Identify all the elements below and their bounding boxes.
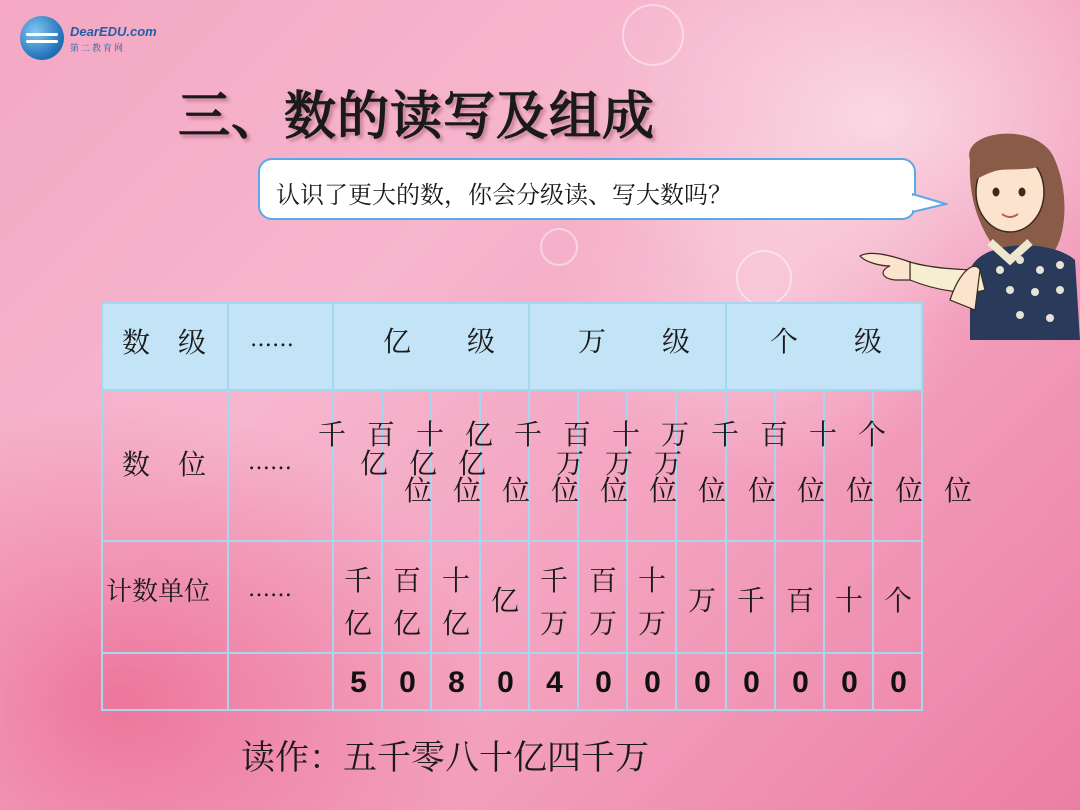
place-bottom-char: 位 xyxy=(404,474,433,507)
ellipsis-unit: …… xyxy=(248,577,292,602)
place-mid-char: 亿 xyxy=(409,447,438,480)
speech-bubble xyxy=(258,158,916,220)
unit-char: 亿 xyxy=(442,607,471,640)
digit-cell: 8 xyxy=(448,666,465,699)
place-mid-char: 亿 xyxy=(458,447,487,480)
ellipsis-place: …… xyxy=(248,450,292,475)
reading-text: 读作：五千零八十亿四千万 xyxy=(241,738,649,778)
level-wan: 万 级 xyxy=(578,325,691,358)
unit-char: 十 xyxy=(835,584,864,617)
bokeh-circle xyxy=(622,4,684,66)
place-bottom-char: 位 xyxy=(846,474,875,507)
place-top-char: 万 xyxy=(661,418,690,451)
unit-char: 亿 xyxy=(393,607,422,640)
row-label-level: 数 级 xyxy=(122,326,207,359)
logo-subtitle: 第二教育网 xyxy=(70,43,126,53)
place-bottom-char: 位 xyxy=(453,474,482,507)
place-bottom-char: 位 xyxy=(698,474,727,507)
digit-cell: 0 xyxy=(841,666,858,699)
unit-char: 个 xyxy=(884,584,913,617)
place-bottom-char: 位 xyxy=(944,474,973,507)
digit-cell: 0 xyxy=(743,666,760,699)
unit-char: 亿 xyxy=(491,584,520,617)
place-mid-char: 亿 xyxy=(360,447,389,480)
digit-cell: 0 xyxy=(792,666,809,699)
unit-char: 千 xyxy=(344,564,373,597)
place-bottom-char: 位 xyxy=(551,474,580,507)
digit-cell: 0 xyxy=(497,666,514,699)
level-ge: 个 级 xyxy=(770,325,883,358)
place-top-char: 百 xyxy=(367,418,396,451)
logo-globe-icon xyxy=(20,16,64,60)
digit-cell: 4 xyxy=(546,666,563,699)
bokeh-circle xyxy=(540,228,578,266)
logo-brand: DearEDU.com xyxy=(70,24,157,39)
place-bottom-char: 位 xyxy=(649,474,678,507)
place-top-char: 千 xyxy=(318,418,347,451)
slide-title: 三、数的读写及组成 xyxy=(178,86,656,147)
unit-char: 万 xyxy=(688,584,717,617)
digit-cell: 5 xyxy=(350,666,367,699)
unit-char: 千 xyxy=(540,564,569,597)
unit-char: 十 xyxy=(638,564,667,597)
place-bottom-char: 位 xyxy=(895,474,924,507)
place-top-char: 十 xyxy=(612,418,641,451)
unit-char: 十 xyxy=(442,564,471,597)
unit-char: 千 xyxy=(737,584,766,617)
place-mid-char: 万 xyxy=(556,447,585,480)
unit-char: 百 xyxy=(589,564,618,597)
logo xyxy=(20,16,170,60)
unit-char: 亿 xyxy=(344,607,373,640)
ellipsis-level: …… xyxy=(250,327,294,352)
place-bottom-char: 位 xyxy=(502,474,531,507)
place-bottom-char: 位 xyxy=(797,474,826,507)
place-top-char: 千 xyxy=(711,418,740,451)
place-bottom-char: 位 xyxy=(748,474,777,507)
digit-cell: 0 xyxy=(694,666,711,699)
digit-cell: 0 xyxy=(890,666,907,699)
place-top-char: 百 xyxy=(760,418,789,451)
digit-cell: 0 xyxy=(644,666,661,699)
place-top-char: 十 xyxy=(809,418,838,451)
speech-bubble-text: 认识了更大的数，你会分级读、写大数吗？ xyxy=(276,181,732,209)
place-mid-char: 万 xyxy=(654,447,683,480)
place-top-char: 亿 xyxy=(465,418,494,451)
unit-char: 百 xyxy=(786,584,815,617)
place-bottom-char: 位 xyxy=(600,474,629,507)
row-label-place: 数 位 xyxy=(122,448,207,481)
place-top-char: 个 xyxy=(858,418,887,451)
digit-cell: 0 xyxy=(595,666,612,699)
level-yi: 亿 级 xyxy=(383,325,496,358)
place-top-char: 十 xyxy=(416,418,445,451)
place-mid-char: 万 xyxy=(605,447,634,480)
place-top-char: 千 xyxy=(514,418,543,451)
digit-cell: 0 xyxy=(399,666,416,699)
unit-char: 万 xyxy=(589,607,618,640)
unit-char: 万 xyxy=(638,607,667,640)
place-top-char: 百 xyxy=(563,418,592,451)
unit-char: 百 xyxy=(393,564,422,597)
unit-char: 万 xyxy=(540,607,569,640)
bokeh-circle xyxy=(736,250,792,306)
row-label-unit: 计数单位 xyxy=(106,577,211,607)
